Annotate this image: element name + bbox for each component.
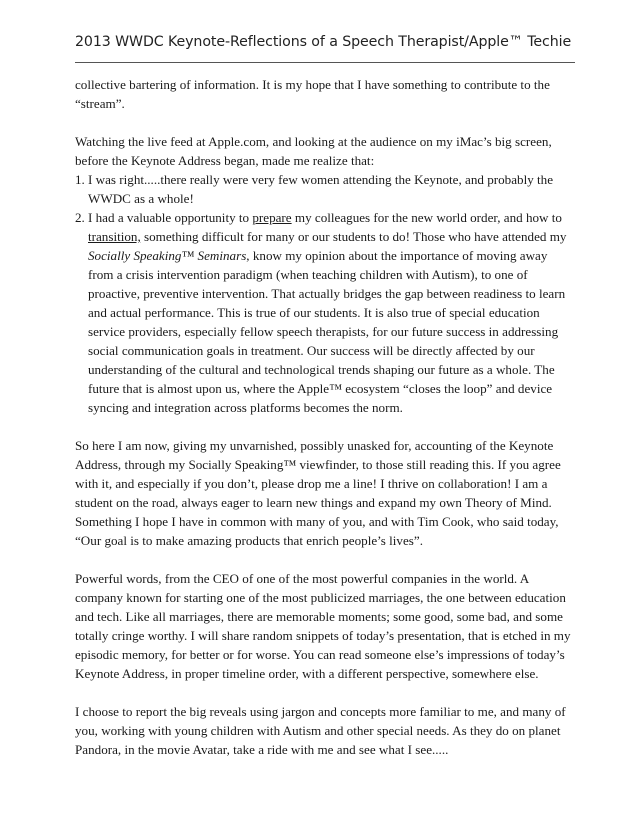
header-divider	[75, 62, 575, 63]
list-item-text: I had a valuable opportunity to	[88, 210, 253, 225]
underlined-word: transition,	[88, 229, 141, 244]
list-item-text: , know my opinion about the importance of moving away from a crisis intervention paradigm (when teaching children with Autism), to one of proactive, preventive intervention. That actually bridges the gap between readiness to learn and actual performance. This is true of our students. It is also true of special education service providers, especially fellow speech therapists, for our future success in addressing social communication goals in treatment. Our success will be directly affected by our understanding of the cultural and technological trends shaping our future as a whole. The future that is almost upon us, where the Apple™ ecosystem “closes the loop” and device syncing and integration across platforms becomes the norm.	[88, 248, 566, 415]
paragraph-with-list	[75, 132, 575, 417]
numbered-list	[75, 170, 575, 417]
document-body	[75, 75, 575, 778]
list-item	[75, 170, 575, 208]
list-number: 2.	[75, 210, 85, 225]
list-item-text: my colleagues for the new world order, and how to	[291, 210, 562, 225]
paragraph: Powerful words, from the CEO of one of the most powerful companies in the world. A company known for starting one of the most publicized marriages, the one between education and tech. Like all marriages, there are memorable moments; some good, some bad, and some totally cringe worthy. I will share random snippets of today’s presentation, that is etched in my episodic memory, for better or for worse. You can read someone else’s impressions of today’s Keynote Address, in proper timeline order, with a different perspective, somewhere else.	[75, 571, 571, 681]
underlined-word: prepare	[252, 210, 292, 225]
page-header: 2013 WWDC Keynote-Reflections of a Speech Therapist/Apple™ Techie	[75, 34, 572, 50]
seminar-title: Socially Speaking™ Seminars	[88, 248, 247, 263]
paragraph: So here I am now, giving my unvarnished, possibly unasked for, accounting of the Keynote Address, through my Socially Speaking™ viewfinder, to those still reading this. If you agree with it, and especially if you don’t, please drop me a line! I thrive on collaboration! I am a student on the road, always eager to learn new things and expand my own Theory of Mind. Something I hope I have in common with many of you, and with Tim Cook, who said today, “Our goal is to make amazing products that enrich people’s lives”.	[75, 438, 561, 548]
list-item-text: I was right.....there really were very few women attending the Keynote, and probably the WWDC as a whole!	[88, 172, 554, 206]
list-number: 1.	[75, 172, 85, 187]
paragraph: collective bartering of information. It is my hope that I have something to contribute to the “stream”.	[75, 77, 550, 111]
list-item	[75, 208, 575, 417]
list-item-text: something difficult for many or our students to do! Those who have attended my	[140, 229, 567, 244]
paragraph: I choose to report the big reveals using jargon and concepts more familiar to me, and many of you, working with young children with Autism and other special needs. As they do on planet Pandora, in the movie Avatar, take a ride with me and see what I see.....	[75, 704, 566, 757]
paragraph: Watching the live feed at Apple.com, and looking at the audience on my iMac’s big screen, before the Keynote Address began, made me realize that:	[75, 134, 552, 168]
